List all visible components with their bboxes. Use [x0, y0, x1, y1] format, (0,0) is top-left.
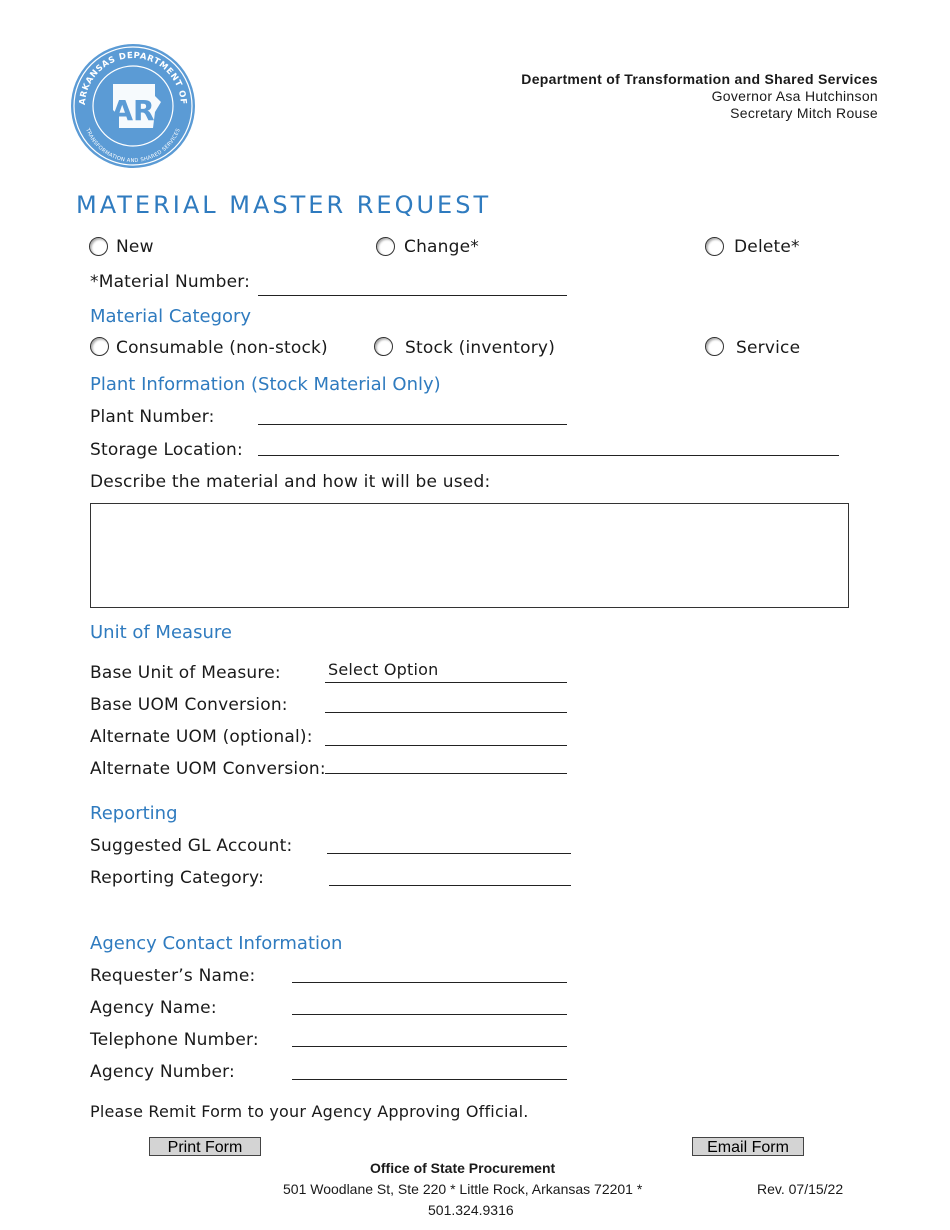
plant-number-input[interactable]	[258, 424, 567, 425]
radio-service[interactable]	[705, 337, 724, 356]
radio-consumable-label: Consumable (non-stock)	[116, 338, 328, 358]
agency-name-label: Agency Name:	[90, 998, 217, 1018]
radio-change-label: Change*	[404, 237, 479, 257]
agency-contact-heading: Agency Contact Information	[90, 933, 343, 954]
footer-revision: Rev. 07/15/22	[757, 1181, 844, 1197]
base-uom-select-value: Select Option	[328, 660, 439, 679]
seal-monogram: AR	[111, 94, 155, 127]
governor-name: Governor Asa Hutchinson	[711, 88, 878, 104]
telephone-number-label: Telephone Number:	[90, 1030, 259, 1050]
department-name: Department of Transformation and Shared Services	[521, 71, 878, 87]
agency-number-input[interactable]	[292, 1079, 567, 1080]
footer-phone: 501.324.9316	[428, 1202, 514, 1218]
remit-note: Please Remit Form to your Agency Approving Official.	[90, 1102, 529, 1121]
radio-consumable[interactable]	[90, 337, 109, 356]
gl-account-input[interactable]	[327, 853, 571, 854]
radio-delete-label: Delete*	[734, 237, 800, 257]
alternate-uom-conversion-label: Alternate UOM Conversion:	[90, 759, 326, 779]
base-uom-conversion-input[interactable]	[325, 712, 567, 713]
alternate-uom-input[interactable]	[325, 745, 567, 746]
material-number-input[interactable]	[258, 295, 567, 296]
alternate-uom-conversion-input[interactable]	[325, 773, 567, 774]
seal-ring-text: ARKANSAS DEPARTMENT OF	[77, 50, 189, 106]
footer-office: Office of State Procurement	[370, 1160, 556, 1176]
footer-address: 501 Woodlane St, Ste 220 * Little Rock, Arkansas 72201 *	[283, 1181, 643, 1197]
gl-account-label: Suggested GL Account:	[90, 836, 293, 856]
department-seal-logo	[69, 42, 197, 170]
base-uom-select[interactable]	[325, 682, 567, 683]
requester-name-label: Requester’s Name:	[90, 966, 256, 986]
radio-stock[interactable]	[374, 337, 393, 356]
material-category-heading: Material Category	[90, 306, 252, 327]
radio-service-label: Service	[736, 338, 801, 358]
radio-change[interactable]	[376, 237, 395, 256]
email-form-button[interactable]: Email Form	[692, 1137, 804, 1156]
storage-location-label: Storage Location:	[90, 440, 243, 460]
telephone-number-input[interactable]	[292, 1046, 567, 1047]
base-uom-conversion-label: Base UOM Conversion:	[90, 695, 288, 715]
base-uom-label: Base Unit of Measure:	[90, 663, 281, 683]
radio-new[interactable]	[89, 237, 108, 256]
plant-number-label: Plant Number:	[90, 407, 215, 427]
radio-stock-label: Stock (inventory)	[405, 338, 556, 358]
storage-location-input[interactable]	[258, 455, 839, 456]
description-textarea[interactable]	[90, 503, 849, 608]
radio-delete[interactable]	[705, 237, 724, 256]
radio-new-label: New	[116, 237, 154, 257]
print-form-button[interactable]: Print Form	[149, 1137, 261, 1156]
requester-name-input[interactable]	[292, 982, 567, 983]
uom-heading: Unit of Measure	[90, 622, 232, 643]
alternate-uom-label: Alternate UOM (optional):	[90, 727, 313, 747]
reporting-category-label: Reporting Category:	[90, 868, 264, 888]
reporting-heading: Reporting	[90, 803, 178, 824]
secretary-name: Secretary Mitch Rouse	[730, 105, 878, 121]
reporting-category-input[interactable]	[329, 885, 571, 886]
plant-info-heading: Plant Information (Stock Material Only)	[90, 374, 441, 395]
agency-name-input[interactable]	[292, 1014, 567, 1015]
seal-ring-text-bottom: TRANSFORMATION AND SHARED SERVICES	[84, 127, 182, 165]
agency-number-label: Agency Number:	[90, 1062, 235, 1082]
description-label: Describe the material and how it will be used:	[90, 472, 491, 492]
material-number-label: *Material Number:	[90, 272, 251, 292]
form-title: MATERIAL MASTER REQUEST	[76, 191, 492, 219]
